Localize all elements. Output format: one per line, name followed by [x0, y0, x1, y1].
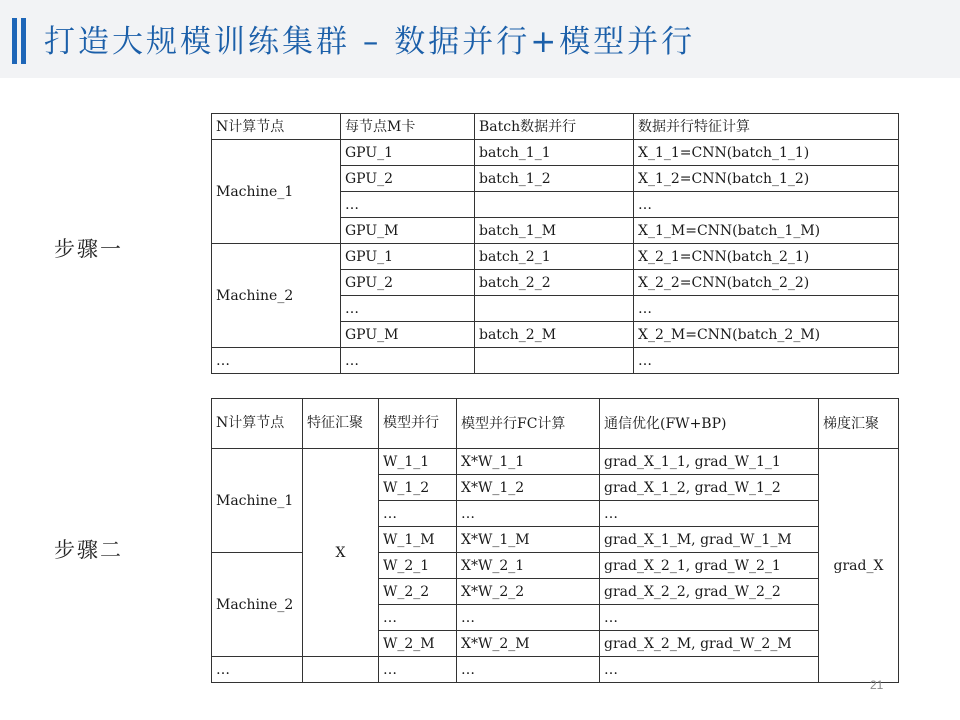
step-one-label: 步骤一 [54, 237, 123, 261]
header-cell: N计算节点 [212, 399, 303, 449]
table-cell: grad_X_1_1, grad_W_1_1 [600, 449, 819, 475]
table-cell: X_2_M=CNN(batch_2_M) [634, 322, 899, 348]
table-cell: batch_1_2 [475, 166, 634, 192]
table-cell: X*W_2_2 [457, 579, 600, 605]
grad-gather-cell: grad_X [819, 449, 899, 683]
table-cell: X*W_1_2 [457, 475, 600, 501]
table-cell: X*W_1_M [457, 527, 600, 553]
table-row [212, 348, 899, 374]
table-cell: GPU_2 [341, 270, 475, 296]
table-cell: … [600, 501, 819, 527]
table-cell: … [212, 348, 341, 374]
model-parallel-table [211, 398, 899, 683]
header-cell: Batch数据并行 [475, 114, 634, 140]
table-row [212, 140, 899, 166]
table-cell: W_2_1 [379, 553, 457, 579]
table-cell: GPU_1 [341, 140, 475, 166]
table-cell: … [341, 192, 475, 218]
table-cell: grad_X_1_2, grad_W_1_2 [600, 475, 819, 501]
table-cell: batch_2_2 [475, 270, 634, 296]
table-cell: W_2_M [379, 631, 457, 657]
table-cell: W_1_1 [379, 449, 457, 475]
table-cell: grad_X_2_1, grad_W_2_1 [600, 553, 819, 579]
machine-name-cell: Machine_2 [212, 553, 303, 657]
header-cell: 模型并行 [379, 399, 457, 449]
table-cell: … [634, 192, 899, 218]
table-cell: X_2_2=CNN(batch_2_2) [634, 270, 899, 296]
table-cell: GPU_M [341, 218, 475, 244]
table-cell: grad_X_1_M, grad_W_1_M [600, 527, 819, 553]
table-cell: … [600, 605, 819, 631]
data-parallel-table [211, 113, 899, 374]
table-cell: … [341, 296, 475, 322]
table-cell: W_1_2 [379, 475, 457, 501]
table-cell: GPU_2 [341, 166, 475, 192]
table-cell: … [457, 605, 600, 631]
table-cell: X_2_1=CNN(batch_2_1) [634, 244, 899, 270]
table-row [212, 657, 899, 683]
table-cell: … [600, 657, 819, 683]
machine-name-cell: Machine_1 [212, 140, 341, 244]
table-row [212, 244, 899, 270]
page-number: 21 [870, 678, 884, 692]
header-cell: 梯度汇聚 [819, 399, 899, 449]
table-cell: … [379, 605, 457, 631]
table-cell: X_1_2=CNN(batch_1_2) [634, 166, 899, 192]
table-cell: X*W_1_1 [457, 449, 600, 475]
header-cell: 模型并行FC计算 [457, 399, 600, 449]
table-cell: W_2_2 [379, 579, 457, 605]
header-cell: 每节点M卡 [341, 114, 475, 140]
title-accent-bar [21, 18, 26, 64]
table-header-row [212, 114, 899, 140]
machine-name-cell: Machine_2 [212, 244, 341, 348]
table-cell: … [457, 501, 600, 527]
table-cell: X*W_2_M [457, 631, 600, 657]
table-cell: X_1_M=CNN(batch_1_M) [634, 218, 899, 244]
table-cell: … [634, 348, 899, 374]
slide-title: 打造大规模训练集群 – 数据并行+模型并行 [44, 24, 696, 60]
table-cell [475, 296, 634, 322]
table-cell: X*W_2_1 [457, 553, 600, 579]
table-cell: batch_1_1 [475, 140, 634, 166]
table-cell: … [457, 657, 600, 683]
table-cell: grad_X_2_M, grad_W_2_M [600, 631, 819, 657]
table-cell: … [379, 501, 457, 527]
table-cell [475, 348, 634, 374]
table-cell: … [379, 657, 457, 683]
header-cell: 特征汇聚 [303, 399, 379, 449]
table-cell: … [341, 348, 475, 374]
table-cell [303, 657, 379, 683]
step-two-label: 步骤二 [54, 538, 123, 562]
feature-gather-cell: X [303, 449, 379, 657]
table-header-row [212, 399, 899, 449]
machine-name-cell: Machine_1 [212, 449, 303, 553]
title-accent-bar [12, 18, 17, 64]
table-cell: … [212, 657, 303, 683]
table-cell: X_1_1=CNN(batch_1_1) [634, 140, 899, 166]
table-row [212, 449, 899, 475]
table-cell: batch_2_M [475, 322, 634, 348]
table-cell: … [634, 296, 899, 322]
table-cell: grad_X_2_2, grad_W_2_2 [600, 579, 819, 605]
header-cell: 通信优化(FW+BP) [600, 399, 819, 449]
table-cell: GPU_1 [341, 244, 475, 270]
header-cell: N计算节点 [212, 114, 341, 140]
table-cell: batch_1_M [475, 218, 634, 244]
table-cell: GPU_M [341, 322, 475, 348]
table-cell: W_1_M [379, 527, 457, 553]
header-cell: 数据并行特征计算 [634, 114, 899, 140]
table-cell [475, 192, 634, 218]
table-cell: batch_2_1 [475, 244, 634, 270]
